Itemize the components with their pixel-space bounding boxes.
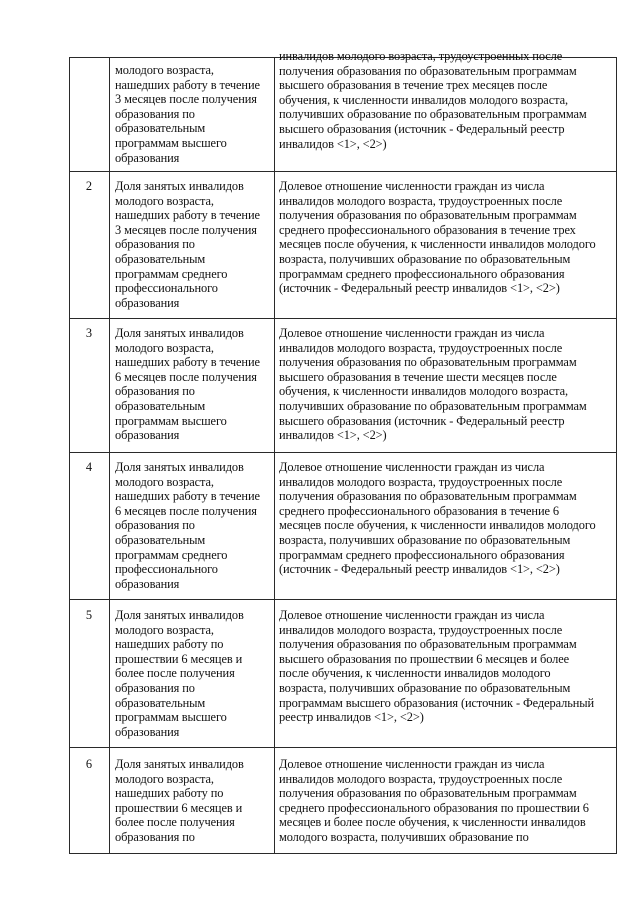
table-border-left bbox=[69, 57, 70, 854]
row-number: 4 bbox=[85, 460, 93, 474]
indicator-definition-cell: инвалидов молодого возраста, трудоустроенных после получения образования по образовательным программам высшего образования в течение трех месяцев после обучения, к численности инвалидов молодого возраста, получивших образование по образовательным программам высшего образования (источник - Федеральный реестр инвалидов <1>, <2>) bbox=[279, 49, 587, 151]
indicator-definition-cell: Долевое отношение численности граждан из числа инвалидов молодого возраста, трудоустроенных после получения образования по образовательным программам высшего образования по прошествии 6 месяцев и более после обучения, к численности инвалидов молодого возраста, получивших образование по образовательным программам высшего образования (источник - Федеральный реестр инвалидов <1>, <2>) bbox=[279, 608, 595, 725]
row-number: 2 bbox=[85, 179, 93, 193]
indicator-definition-cell: Долевое отношение численности граждан из числа инвалидов молодого возраста, трудоустроенных после получения образования по образовательным программам среднего профессионального образования в течение 6 месяцев после обучения, к численности инвалидов молодого возраста, получивших образование по образовательным программам среднего профессионального образования (источник - Федеральный реестр инвалидов <1>, <2>) bbox=[279, 460, 596, 577]
indicator-definition-cell: Долевое отношение численности граждан из числа инвалидов молодого возраста, трудоустроенных после получения образования по образовательным программам среднего профессионального образования по прошествии 6 месяцев и более после обучения, к численности инвалидов молодого возраста, получивших образование по bbox=[279, 757, 589, 844]
row-divider-1 bbox=[69, 171, 617, 172]
row-number: 3 bbox=[85, 326, 93, 340]
row-number: 5 bbox=[85, 608, 93, 622]
indicator-definition-cell: Долевое отношение численности граждан из числа инвалидов молодого возраста, трудоустроенных после получения образования по образовательным программам высшего образования в течение шести месяцев после обучения, к численности инвалидов молодого возраста, получивших образование по образовательным программам высшего образования (источник - Федеральный реестр инвалидов <1>, <2>) bbox=[279, 326, 587, 443]
indicator-name-cell: Доля занятых инвалидов молодого возраста, нашедших работу по прошествии 6 месяцев и более после получения образования по образовательным программам высшего образования bbox=[115, 608, 244, 739]
table-border-bottom bbox=[69, 853, 617, 854]
indicator-name-cell: Доля занятых инвалидов молодого возраста, нашедших работу в течение 3 месяцев после получения образования по образовательным программам среднего профессионального образования bbox=[115, 179, 260, 310]
indicator-definition-cell: Долевое отношение численности граждан из числа инвалидов молодого возраста, трудоустроенных после получения образования по образовательным программам среднего профессионального образования в течение трех месяцев после обучения, к численности инвалидов молодого возраста, получивших образование по образовательным программам среднего профессионального образования (источник - Федеральный реестр инвалидов <1>, <2>) bbox=[279, 179, 596, 296]
indicator-name-cell: молодого возраста, нашедших работу в течение 3 месяцев после получения образования по образовательным программам высшего образования bbox=[115, 63, 260, 165]
indicator-name-cell: Доля занятых инвалидов молодого возраста, нашедших работу по прошествии 6 месяцев и более после получения образования по bbox=[115, 757, 244, 844]
row-divider-4 bbox=[69, 599, 617, 600]
table-border-right bbox=[616, 57, 617, 854]
row-number: 6 bbox=[85, 757, 93, 771]
row-divider-2 bbox=[69, 318, 617, 319]
indicator-name-cell: Доля занятых инвалидов молодого возраста, нашедших работу в течение 6 месяцев после получения образования по образовательным программам высшего образования bbox=[115, 326, 260, 443]
row-divider-5 bbox=[69, 747, 617, 748]
table-divider-name bbox=[274, 57, 275, 854]
table-divider-number bbox=[109, 57, 110, 854]
indicator-name-cell: Доля занятых инвалидов молодого возраста, нашедших работу в течение 6 месяцев после получения образования по образовательным программам среднего профессионального образования bbox=[115, 460, 260, 591]
row-divider-3 bbox=[69, 452, 617, 453]
